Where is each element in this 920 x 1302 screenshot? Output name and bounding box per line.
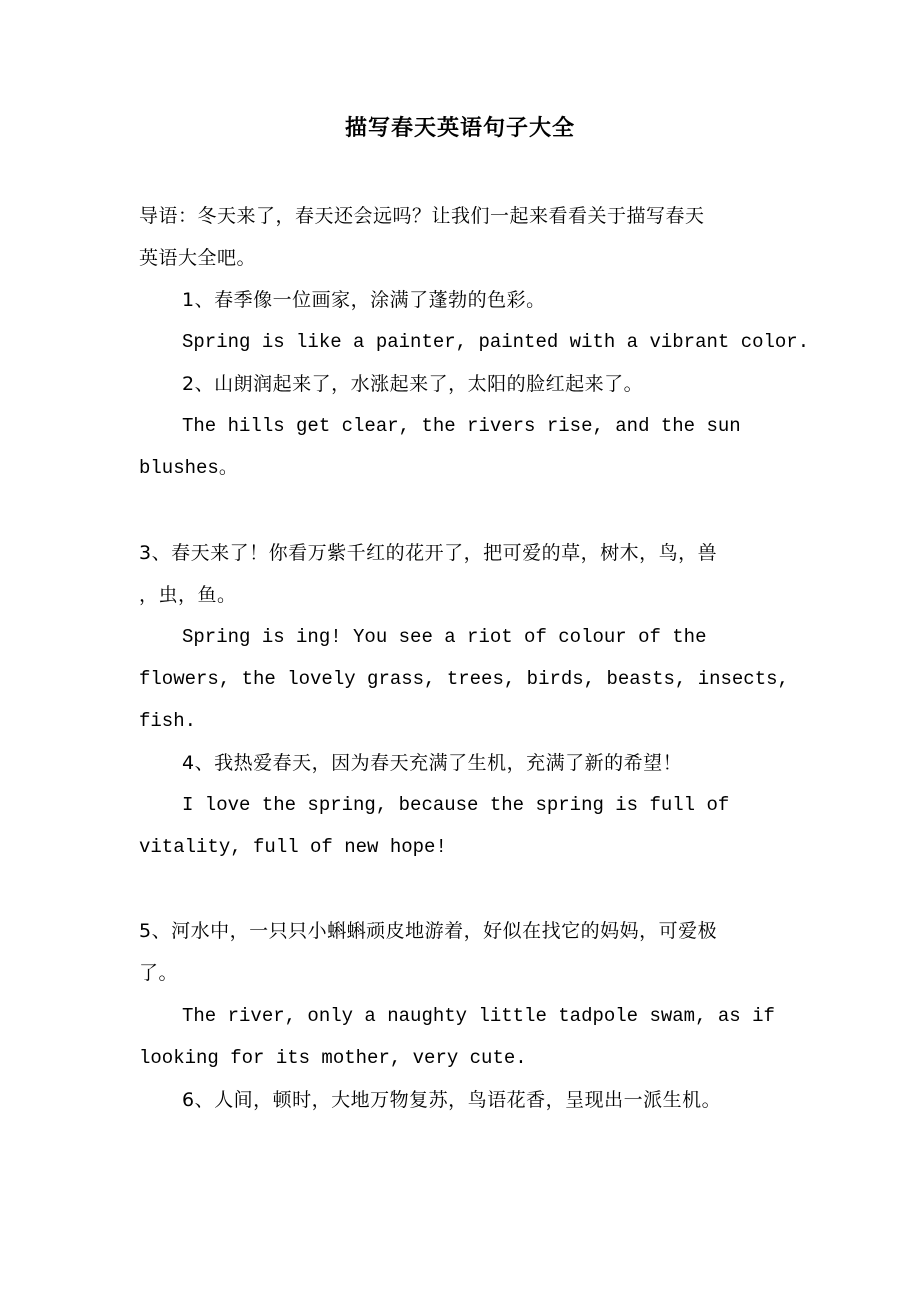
sentence-4-english-line-1: I love the spring, because the spring is full of <box>182 794 730 816</box>
sentence-5-english-line-2: looking for its mother, very cute. <box>139 1047 527 1069</box>
sentence-3-chinese-line-2: ，虫，鱼。 <box>139 584 237 606</box>
sentence-5-chinese-line-1: 5、河水中，一只只小蝌蝌顽皮地游着，好似在找它的妈妈，可爱极 <box>139 920 718 942</box>
sentence-1-english: Spring is like a painter, painted with a vibrant color. <box>182 331 810 353</box>
sentence-3-english-line-2: flowers, the lovely grass, trees, birds, beasts, insects, <box>139 668 789 690</box>
document-title: 描写春天英语句子大全 <box>344 115 575 141</box>
sentence-2-english-line-1: The hills get clear, the rivers rise, and the sun <box>182 415 741 437</box>
intro-line-2: 英语大全吧。 <box>139 247 257 269</box>
sentence-5-english-line-1: The river, only a naughty little tadpole swam, as if <box>182 1005 775 1027</box>
sentence-4-english-line-2: vitality, full of new hope! <box>139 836 447 858</box>
sentence-3-english-line-1: Spring is ing! You see a riot of colour of the <box>182 626 707 648</box>
sentence-3-english-line-3: fish. <box>139 710 197 732</box>
sentence-2-chinese: 2、山朗润起来了，水涨起来了，太阳的脸红起来了。 <box>182 373 644 395</box>
sentence-6-chinese: 6、人间，顿时，大地万物复苏，鸟语花香，呈现出一派生机。 <box>182 1089 722 1111</box>
sentence-4-chinese: 4、我热爱春天，因为春天充满了生机，充满了新的希望！ <box>182 752 683 774</box>
sentence-3-chinese-line-1: 3、春天来了！你看万紫千红的花开了，把可爱的草，树木，鸟，兽 <box>139 542 718 564</box>
intro-line-1: 导语：冬天来了，春天还会远吗？让我们一起来看看关于描写春天 <box>139 205 705 227</box>
sentence-2-english-line-2: blushes。 <box>139 457 238 479</box>
sentence-1-chinese: 1、春季像一位画家，涂满了蓬勃的色彩。 <box>182 289 546 311</box>
sentence-5-chinese-line-2: 了。 <box>139 962 179 984</box>
